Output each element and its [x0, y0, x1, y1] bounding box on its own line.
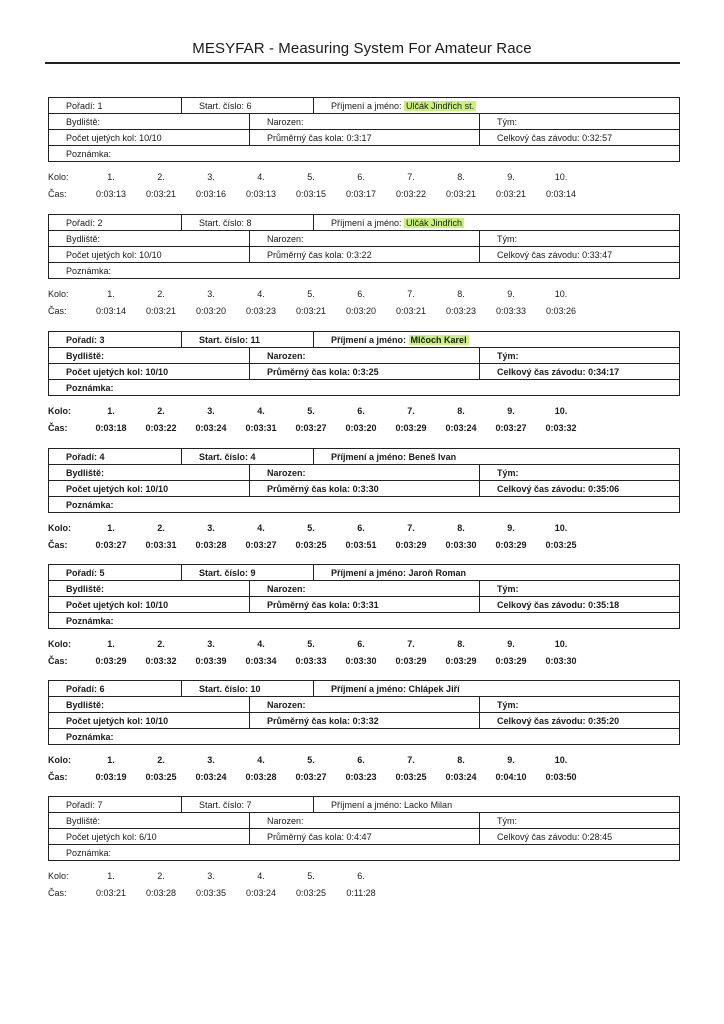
time-label: Čas: — [48, 189, 67, 199]
born-cell: Narozen: — [249, 813, 479, 828]
born-cell: Narozen: — [249, 465, 479, 480]
lap-time: 0:03:34 — [245, 656, 277, 666]
lap-time: 0:03:19 — [95, 772, 127, 782]
laps-done-cell: Počet ujetých kol: 10/10 — [66, 483, 169, 494]
racer-name: Chlápek Jiří — [408, 683, 460, 694]
lap-number: 5. — [307, 523, 315, 533]
lap-number: 9. — [507, 289, 515, 299]
lap-time: 0:03:29 — [95, 656, 127, 666]
lap-number: 7. — [407, 172, 415, 182]
lap-time: 0:03:31 — [145, 540, 177, 550]
lap-number: 6. — [357, 406, 365, 416]
lap-number: 1. — [107, 289, 115, 299]
lap-number: 6. — [357, 755, 365, 765]
lap-number: 2. — [157, 406, 165, 416]
lap-times — [48, 279, 680, 317]
lap-number: 8. — [457, 172, 465, 182]
lap-number: 4. — [257, 639, 265, 649]
lap-number: 6. — [357, 639, 365, 649]
time-label: Čas: — [48, 888, 67, 898]
entry-row-note — [49, 380, 679, 395]
lap-time: 0:03:28 — [145, 888, 177, 898]
entry-table — [48, 448, 680, 513]
result-entry — [48, 448, 680, 551]
entry-row-header — [49, 681, 679, 697]
lap-time: 0:03:20 — [195, 306, 227, 316]
time-label: Čas: — [48, 306, 67, 316]
team-cell: Tým: — [479, 231, 679, 246]
lap-time: 0:03:31 — [245, 423, 277, 433]
lap-time: 0:03:28 — [195, 540, 227, 550]
lap-label: Kolo: — [48, 755, 71, 765]
lap-time: 0:03:24 — [195, 772, 227, 782]
entry-row-note — [49, 263, 679, 278]
racer-name: Ulčák Jindřich — [406, 217, 463, 228]
lap-number: 1. — [107, 406, 115, 416]
lap-time: 0:03:28 — [245, 772, 277, 782]
lap-number: 3. — [207, 871, 215, 881]
lap-time: 0:03:21 — [145, 306, 177, 316]
lap-label: Kolo: — [48, 172, 69, 182]
lap-times — [48, 861, 680, 899]
lap-number: 4. — [257, 172, 265, 182]
entry-row-residence — [49, 348, 679, 364]
lap-number: 3. — [207, 523, 215, 533]
lap-time: 0:03:39 — [195, 656, 227, 666]
lap-time: 0:03:27 — [295, 772, 327, 782]
lap-number: 7. — [407, 406, 415, 416]
entry-row-header — [49, 332, 679, 348]
lap-time: 0:03:17 — [345, 189, 377, 199]
lap-time: 0:03:15 — [295, 189, 327, 199]
lap-time: 0:03:21 — [495, 189, 527, 199]
lap-time: 0:03:50 — [545, 772, 577, 782]
entry-row-header — [49, 565, 679, 581]
lap-label: Kolo: — [48, 871, 69, 881]
born-cell: Narozen: — [249, 114, 479, 129]
lap-time: 0:03:29 — [495, 656, 527, 666]
lap-time: 0:03:30 — [545, 656, 577, 666]
laps-done-cell: Počet ujetých kol: 6/10 — [66, 831, 157, 842]
lap-number: 6. — [357, 523, 365, 533]
lap-time: 0:03:29 — [395, 540, 427, 550]
entry-row-note — [49, 845, 679, 860]
time-label: Čas: — [48, 540, 68, 550]
entry-row-residence — [49, 114, 679, 130]
lap-number: 8. — [457, 523, 465, 533]
result-entry — [48, 331, 680, 434]
entry-row-note — [49, 497, 679, 512]
name-cell: Příjmení a jméno: Mlčoch Karel — [313, 332, 679, 347]
lap-label: Kolo: — [48, 523, 71, 533]
start-number-cell: Start. číslo: 10 — [181, 681, 313, 696]
lap-time: 0:03:32 — [145, 656, 177, 666]
lap-time: 0:03:27 — [295, 423, 327, 433]
lap-number: 2. — [157, 172, 165, 182]
lap-times — [48, 396, 680, 434]
note-cell: Poznámka: — [66, 148, 112, 159]
lap-number: 3. — [207, 755, 215, 765]
lap-number: 4. — [257, 289, 265, 299]
lap-number: 2. — [157, 639, 165, 649]
total-time-cell: Celkový čas závodu: 0:34:17 — [479, 364, 679, 379]
result-entry — [48, 680, 680, 783]
lap-number: 6. — [357, 871, 365, 881]
lap-time: 0:03:22 — [145, 423, 177, 433]
lap-number: 3. — [207, 639, 215, 649]
lap-number: 9. — [507, 639, 515, 649]
residence-cell: Bydliště: — [66, 467, 105, 478]
entry-row-stats — [49, 130, 679, 146]
total-time-cell: Celkový čas závodu: 0:35:20 — [479, 713, 679, 728]
lap-time: 0:03:29 — [395, 656, 427, 666]
lap-time: 0:03:16 — [195, 189, 227, 199]
lap-time: 0:03:33 — [295, 656, 327, 666]
lap-times — [48, 629, 680, 667]
lap-times — [48, 513, 680, 551]
entry-row-stats — [49, 247, 679, 263]
team-cell: Tým: — [479, 348, 679, 363]
lap-number: 5. — [307, 639, 315, 649]
start-number-cell: Start. číslo: 9 — [181, 565, 313, 580]
name-cell: Příjmení a jméno: Jaroň Roman — [313, 565, 679, 580]
avg-lap-cell: Průměrný čas kola: 0:3:32 — [249, 713, 479, 728]
note-cell: Poznámka: — [66, 731, 114, 742]
total-time-cell: Celkový čas závodu: 0:33:47 — [479, 247, 679, 262]
avg-lap-cell: Průměrný čas kola: 0:3:31 — [249, 597, 479, 612]
avg-lap-cell: Průměrný čas kola: 0:3:22 — [249, 247, 479, 262]
entry-row-residence — [49, 697, 679, 713]
racer-name: Mlčoch Karel — [410, 334, 467, 345]
residence-cell: Bydliště: — [66, 116, 101, 127]
lap-time: 0:03:20 — [345, 306, 377, 316]
avg-lap-cell: Průměrný čas kola: 0:4:47 — [249, 829, 479, 844]
rank-cell: Pořadí: 1 — [66, 100, 103, 111]
lap-time: 0:03:22 — [395, 189, 427, 199]
lap-time: 0:03:21 — [95, 888, 127, 898]
note-cell: Poznámka: — [66, 265, 112, 276]
lap-number: 7. — [407, 755, 415, 765]
entry-table — [48, 680, 680, 745]
lap-time: 0:11:28 — [346, 888, 376, 898]
lap-number: 7. — [407, 289, 415, 299]
avg-lap-cell: Průměrný čas kola: 0:3:30 — [249, 481, 479, 496]
lap-time: 0:03:18 — [95, 423, 127, 433]
lap-number: 9. — [507, 172, 515, 182]
team-cell: Tým: — [479, 114, 679, 129]
rank-cell: Pořadí: 7 — [66, 799, 103, 810]
laps-done-cell: Počet ujetých kol: 10/10 — [66, 249, 162, 260]
lap-number: 2. — [157, 523, 165, 533]
lap-time: 0:03:25 — [145, 772, 177, 782]
lap-time: 0:03:24 — [445, 772, 477, 782]
lap-time: 0:03:27 — [245, 540, 277, 550]
lap-time: 0:03:21 — [145, 189, 177, 199]
name-cell: Příjmení a jméno: Beneš Ivan — [313, 449, 679, 464]
start-number-cell: Start. číslo: 8 — [181, 215, 313, 230]
entry-row-residence — [49, 231, 679, 247]
rank-cell: Pořadí: 5 — [66, 567, 105, 578]
lap-number: 4. — [257, 523, 265, 533]
entry-table — [48, 214, 680, 279]
lap-number: 5. — [307, 755, 315, 765]
born-cell: Narozen: — [249, 348, 479, 363]
lap-time: 0:03:23 — [345, 772, 377, 782]
lap-time: 0:03:20 — [345, 423, 377, 433]
laps-done-cell: Počet ujetých kol: 10/10 — [66, 715, 169, 726]
entry-row-header — [49, 98, 679, 114]
lap-time: 0:03:25 — [295, 888, 327, 898]
entry-row-stats — [49, 713, 679, 729]
total-time-cell: Celkový čas závodu: 0:28:45 — [479, 829, 679, 844]
lap-number: 8. — [457, 289, 465, 299]
lap-number: 1. — [107, 639, 115, 649]
lap-number: 8. — [457, 406, 465, 416]
entry-row-stats — [49, 481, 679, 497]
lap-time: 0:03:21 — [445, 189, 477, 199]
lap-number: 2. — [157, 755, 165, 765]
lap-label: Kolo: — [48, 639, 71, 649]
lap-number: 9. — [507, 755, 515, 765]
lap-number: 1. — [107, 523, 115, 533]
lap-time: 0:03:30 — [345, 656, 377, 666]
lap-time: 0:03:35 — [195, 888, 227, 898]
racer-name: Ulčák Jindřich st. — [406, 100, 475, 111]
lap-time: 0:03:27 — [95, 540, 127, 550]
entry-row-stats — [49, 829, 679, 845]
lap-number: 10. — [554, 523, 568, 533]
entry-row-residence — [49, 813, 679, 829]
lap-number: 10. — [554, 172, 568, 182]
time-label: Čas: — [48, 423, 68, 433]
lap-time: 0:03:51 — [345, 540, 377, 550]
result-entry — [48, 214, 680, 317]
note-cell: Poznámka: — [66, 499, 114, 510]
time-label: Čas: — [48, 656, 68, 666]
name-cell: Příjmení a jméno: Chlápek Jiří — [313, 681, 679, 696]
entry-table — [48, 331, 680, 396]
lap-time: 0:03:13 — [95, 189, 127, 199]
laps-done-cell: Počet ujetých kol: 10/10 — [66, 599, 169, 610]
lap-time: 0:03:21 — [395, 306, 427, 316]
lap-number: 4. — [257, 871, 265, 881]
entry-table — [48, 97, 680, 162]
entry-row-residence — [49, 465, 679, 481]
born-cell: Narozen: — [249, 697, 479, 712]
team-cell: Tým: — [479, 813, 679, 828]
entry-row-header — [49, 449, 679, 465]
lap-time: 0:03:24 — [245, 888, 277, 898]
residence-cell: Bydliště: — [66, 350, 105, 361]
lap-number: 4. — [257, 406, 265, 416]
lap-time: 0:03:14 — [545, 189, 577, 199]
lap-number: 3. — [207, 406, 215, 416]
racer-name: Jaroň Roman — [408, 567, 467, 578]
total-time-cell: Celkový čas závodu: 0:32:57 — [479, 130, 679, 145]
lap-time: 0:03:21 — [295, 306, 327, 316]
lap-number: 3. — [207, 172, 215, 182]
laps-done-cell: Počet ujetých kol: 10/10 — [66, 132, 162, 143]
lap-time: 0:03:24 — [445, 423, 477, 433]
lap-time: 0:03:27 — [495, 423, 527, 433]
total-time-cell: Celkový čas závodu: 0:35:18 — [479, 597, 679, 612]
entry-row-note — [49, 146, 679, 161]
laps-done-cell: Počet ujetých kol: 10/10 — [66, 366, 169, 377]
lap-time: 0:03:23 — [445, 306, 477, 316]
entry-row-note — [49, 613, 679, 628]
title-rule — [45, 62, 680, 64]
rank-cell: Pořadí: 3 — [66, 334, 105, 345]
entry-table — [48, 796, 680, 861]
result-entry — [48, 97, 680, 200]
residence-cell: Bydliště: — [66, 699, 105, 710]
entry-row-header — [49, 215, 679, 231]
lap-time: 0:03:13 — [245, 189, 277, 199]
lap-number: 5. — [307, 289, 315, 299]
start-number-cell: Start. číslo: 11 — [181, 332, 313, 347]
lap-time: 0:03:14 — [95, 306, 127, 316]
lap-number: 9. — [507, 523, 515, 533]
page-title: MESYFAR - Measuring System For Amateur Race — [192, 40, 532, 57]
rank-cell: Pořadí: 6 — [66, 683, 105, 694]
lap-times — [48, 745, 680, 783]
entry-row-note — [49, 729, 679, 744]
lap-number: 6. — [357, 172, 365, 182]
lap-time: 0:03:26 — [545, 306, 577, 316]
lap-label: Kolo: — [48, 289, 69, 299]
team-cell: Tým: — [479, 465, 679, 480]
racer-name: Beneš Ivan — [408, 451, 457, 462]
avg-lap-cell: Průměrný čas kola: 0:3:25 — [249, 364, 479, 379]
lap-time: 0:03:30 — [445, 540, 477, 550]
name-cell: Příjmení a jméno: Ulčák Jindřich st. — [313, 98, 679, 113]
lap-number: 8. — [457, 755, 465, 765]
lap-time: 0:03:32 — [545, 423, 577, 433]
note-cell: Poznámka: — [66, 615, 114, 626]
born-cell: Narozen: — [249, 581, 479, 596]
lap-time: 0:03:29 — [445, 656, 477, 666]
lap-time: 0:03:23 — [245, 306, 277, 316]
lap-number: 10. — [554, 406, 568, 416]
lap-time: 0:03:29 — [395, 423, 427, 433]
lap-time: 0:03:24 — [195, 423, 227, 433]
racer-name: Lacko Milan — [404, 799, 453, 810]
note-cell: Poznámka: — [66, 382, 114, 393]
name-cell: Příjmení a jméno: Ulčák Jindřich — [313, 215, 679, 230]
lap-number: 10. — [554, 289, 568, 299]
lap-number: 5. — [307, 871, 315, 881]
entry-table — [48, 564, 680, 629]
lap-number: 1. — [107, 172, 115, 182]
entry-row-residence — [49, 581, 679, 597]
residence-cell: Bydliště: — [66, 815, 101, 826]
lap-number: 8. — [457, 639, 465, 649]
lap-number: 7. — [407, 523, 415, 533]
total-time-cell: Celkový čas závodu: 0:35:06 — [479, 481, 679, 496]
result-entry — [48, 564, 680, 667]
lap-number: 10. — [554, 639, 568, 649]
lap-time: 0:03:25 — [545, 540, 577, 550]
lap-number: 3. — [207, 289, 215, 299]
note-cell: Poznámka: — [66, 847, 112, 858]
time-label: Čas: — [48, 772, 68, 782]
lap-time: 0:04:10 — [495, 772, 527, 782]
lap-number: 2. — [157, 289, 165, 299]
rank-cell: Pořadí: 4 — [66, 451, 105, 462]
start-number-cell: Start. číslo: 4 — [181, 449, 313, 464]
avg-lap-cell: Průměrný čas kola: 0:3:17 — [249, 130, 479, 145]
name-cell: Příjmení a jméno: Lacko Milan — [313, 797, 679, 812]
lap-time: 0:03:25 — [395, 772, 427, 782]
lap-times — [48, 162, 680, 200]
entry-row-stats — [49, 597, 679, 613]
residence-cell: Bydliště: — [66, 583, 105, 594]
lap-number: 5. — [307, 406, 315, 416]
born-cell: Narozen: — [249, 231, 479, 246]
lap-number: 5. — [307, 172, 315, 182]
result-entry — [48, 796, 680, 899]
lap-number: 6. — [357, 289, 365, 299]
lap-number: 10. — [554, 755, 568, 765]
start-number-cell: Start. číslo: 6 — [181, 98, 313, 113]
entry-row-header — [49, 797, 679, 813]
lap-time: 0:03:29 — [495, 540, 527, 550]
lap-number: 9. — [507, 406, 515, 416]
lap-number: 1. — [107, 871, 115, 881]
team-cell: Tým: — [479, 697, 679, 712]
residence-cell: Bydliště: — [66, 233, 101, 244]
lap-time: 0:03:25 — [295, 540, 327, 550]
lap-number: 1. — [107, 755, 115, 765]
lap-number: 2. — [157, 871, 165, 881]
lap-number: 7. — [407, 639, 415, 649]
entry-row-stats — [49, 364, 679, 380]
start-number-cell: Start. číslo: 7 — [181, 797, 313, 812]
team-cell: Tým: — [479, 581, 679, 596]
rank-cell: Pořadí: 2 — [66, 217, 103, 228]
lap-label: Kolo: — [48, 406, 71, 416]
lap-time: 0:03:33 — [495, 306, 527, 316]
lap-number: 4. — [257, 755, 265, 765]
